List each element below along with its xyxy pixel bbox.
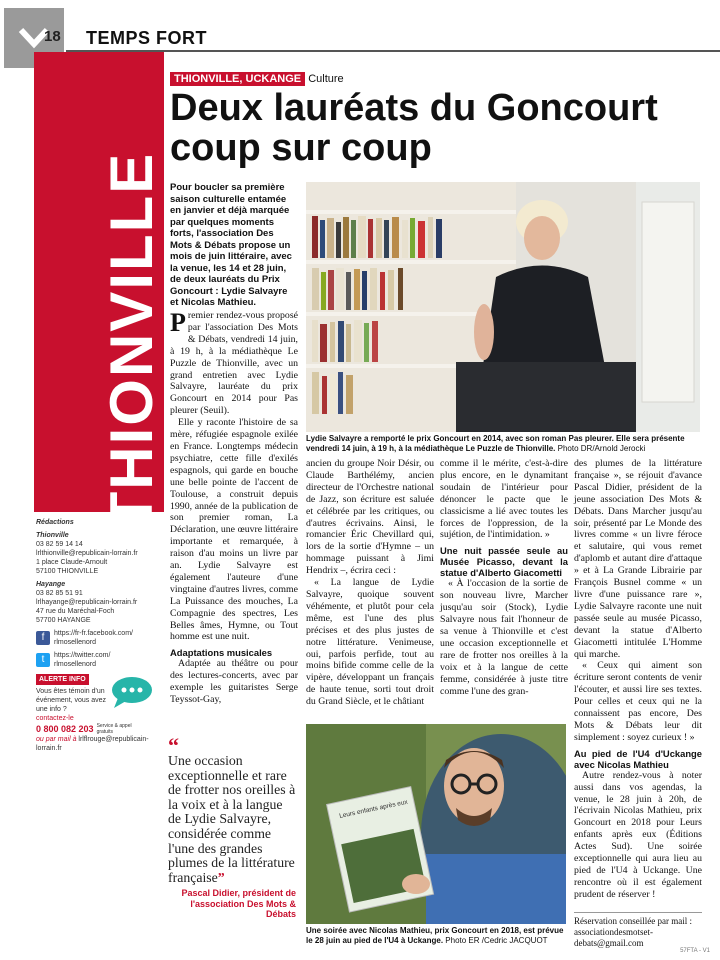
article-column-1 (170, 310, 298, 706)
caption-2-text: Une soirée avec Nicolas Mathieu, prix Goncourt en 2018, est prévue le 28 juin au pied de l'U4 à Uckange. (306, 926, 564, 945)
bookshelf-illustration (306, 182, 700, 432)
thionville-line[interactable]: lrlthionville@republicain-lorrain.fr (36, 550, 138, 557)
chat-bubble-icon (108, 674, 154, 710)
paragraph: des plumes de la littérature française », se réjouit d'avance Pascal Didier, président de la jeune association Des Mots & Débats. Dans Marcher jusqu'au soir, présenté par Le Monde des livres comme « un livre féroce et salutaire, qui vous remet d'aplomb et autant dire d'attaque » et à La Grande Librairie par François Busnel comme « un livre d'une puissance rare », Lydie Salvayre raconte une nuit passée seule au musée Picasso, devant la statue d'Alberto Giacometti intitulée L'Homme qui marche. (574, 458, 702, 660)
kicker (170, 73, 344, 85)
kicker-tag: THIONVILLE, UCKANGE (170, 72, 305, 86)
thionville-label: Thionville (36, 532, 69, 539)
header-rule (66, 50, 720, 52)
quote-attribution: Pascal Didier, président de l'association Des Mots & Débats (181, 888, 296, 920)
article-column-3 (440, 458, 568, 697)
open-quote-icon: “ (168, 733, 179, 758)
hayange-line: 57700 HAYANGE (36, 617, 91, 624)
photo-caption-2 (306, 926, 568, 946)
twitter-handle: rlmosellenord (54, 661, 97, 668)
caption-1-text: Lydie Salvayre a remporté le prix Goncourt en 2014, avec son roman Pas pleurer. Elle sera présente vendredi 14 juin, à 19 h, à la médiathèque Le Puzzle de Thionville. (306, 434, 685, 453)
paragraph: Adaptée au théâtre ou pour des lectures-concerts, avec par exemple les guitaristes Serge Teyssot-Gay, (170, 658, 298, 706)
facebook-url[interactable]: https://fr-fr.facebook.com/ (54, 630, 133, 637)
paragraph: Autre rendez-vous à noter aussi dans vos agendas, la venue, le 28 juin à 20h, de l'écrivain Nicolas Mathieu, prix Goncourt en 2018 pour Leurs enfants après eux (Éditions Actes Sud). Une soirée exceptionnelle qui aura lieu au pied de l'U4 à Uckange. Une rencontre où il est également prudent de réserver ! (574, 769, 702, 900)
facebook-icon: f (36, 631, 50, 645)
contact-block (36, 518, 161, 753)
quote-body: Une occasion exceptionnelle et rare de frotter nos oreilles à la voix et à la langue de Lydie Salvayre, considérée comme l'une des grandes plumes de la littérature française (168, 753, 296, 885)
thionville-line: 1 place Claude-Arnoult (36, 559, 108, 566)
hayange-label: Hayange (36, 581, 66, 588)
close-quote-icon: ” (217, 869, 225, 885)
paragraph: ancien du groupe Noir Désir, ou Claude Barthélémy, ancien directeur de l'Orchestre national de Jazz, son écriture est saluée et célébrée par les critiques, ou d'autres écrivains. Ainsi, le romancier Éric Chevillard qui, lors de la sortie d'Hymne – un hommage puissant à Jimi Hendrix –, écrira ceci : (306, 458, 434, 577)
paragraph: « À l'occasion de la sortie de son nouveau livre, Marcher jusqu'au soir (Stock), Lydie Salvayre nous fait l'honneur de sa venue à Thionville et c'est une occasion exceptionnelle et rare de frotter nos oreilles à la voix et à la langue de cette femme, considérée à juste titre comme l'une des gran- (440, 578, 568, 697)
alert-label: ALERTE INFO (36, 674, 89, 685)
contact-title: Rédactions (36, 519, 74, 526)
reservation-note: Réservation conseillée par mail : associationdesmotset-debats@gmail.com (574, 912, 702, 949)
subheading: Une nuit passée seule au Musée Picasso, devant la statue d'Alberto Giacometti (440, 545, 568, 579)
hayange-line: 47 rue du Maréchal-Foch (36, 608, 115, 615)
paragraph: comme il le mérite, c'est-à-dire plus encore, en le dynamitant soudain de l'intérieur pour dénoncer le pacte que le classicisme a lié avec toutes les forces de l'oppression, de la sujétion, de l'intimidation. » (440, 458, 568, 541)
photo-caption-1 (306, 434, 700, 454)
mail-prefix: ou par mail à (36, 736, 77, 743)
article-column-4 (574, 458, 702, 901)
footer-code: 57FTA - V1 (680, 948, 710, 954)
photo-lydie-salvayre (306, 182, 700, 432)
caption-2-credit: Photo ER /Cedric JACQUOT (445, 936, 548, 945)
section-title: TEMPS FORT (86, 28, 207, 48)
twitter-link[interactable] (36, 651, 161, 669)
photo-nicolas-mathieu (306, 724, 566, 924)
paragraph: « La langue de Lydie Salvayre, quoique souvent véhémente, et plutôt pour cela même, est l'une des plus précises et des plus justes de notre littérature. Venimeuse, oui, parfois perfide, tout au moins bifide comme celle de la vipère, développant un français de haute tenue, sorti tout droit du Grand Siècle, et le châtiant (306, 577, 434, 708)
book-title: Leurs enfants après eux (338, 798, 409, 820)
facebook-handle: rlmosellenord (54, 639, 97, 646)
hayange-line: 03 82 85 51 91 (36, 590, 83, 597)
paragraph: Elle y raconte l'histoire de sa mère, réfugiée espagnole exilée en France. Longtemps médecin psychiatre, cette fille d'exilés espagnols, qui garde en bouche une belle pointe de l'accent de Toulouse, a construit depuis 1990, année de la publication de son premier roman, La Déclaration, une œuvre littéraire importante et remarquée, à raison d'au moins un livre par an. Lydie Salvayre est également l'auteure d'une vingtaine d'autres livres, comme La Puissance des mouches, La Compagnie des spectres, Les Belles âmes, Hymne, ou Tout homme est une nuit. (170, 417, 298, 643)
contact-us: contactez-le (36, 715, 74, 722)
thionville-line: 03 82 59 14 14 (36, 541, 83, 548)
portrait-illustration (306, 724, 566, 924)
twitter-icon: t (36, 653, 50, 667)
paragraph: « Ceux qui aiment son écriture seront contents de venir l'écouter, et aussi lire ses textes. Pour celles et ceux qui ne la connaissent pas encore, Des Mots & Débats leur dit simplement : soyez curieux ! » (574, 660, 702, 743)
subheading: Au pied de l'U4 d'Uckange avec Nicolas Mathieu (574, 747, 702, 770)
page-number: 18 (44, 28, 61, 45)
paragraph: remier rendez-vous proposé par l'association Des Mots & Débats, vendredi 14 juin, à 19 h, à la médiathèque Le Puzzle de Thionville, avec un grand entretien avec Lydie Salvayre, lauréate du prix Goncourt en 2014 pour Pas pleurer (Seuil). (170, 310, 298, 417)
phone-number[interactable]: 0 800 082 203 (36, 723, 94, 734)
article-column-2 (306, 458, 434, 708)
lead-paragraph: Pour boucler sa première saison culturelle entamée en janvier et déjà marquée par quelques moments forts, l'association Des Mots & Débats propose un mois de juin littéraire, avec la venue, les 14 et 28 juin, de deux lauréats du Prix Goncourt : Lydie Salvayre et Nicolas Mathieu. (170, 182, 292, 308)
kicker-category: Culture (308, 73, 344, 85)
drop-cap: P (170, 308, 186, 337)
subheading: Adaptations musicales (170, 647, 273, 659)
caption-1-credit: Photo DR/Arnold Jerocki (557, 444, 646, 453)
alert-text: Vous êtes témoin d'un événement, vous avez une info ? (36, 688, 107, 713)
mail-link[interactable]: lrlflrouge@republicain-lorrain.fr (36, 736, 149, 752)
pull-quote (168, 733, 296, 920)
headline: Deux lauréats du Goncourt coup sur coup (170, 87, 658, 169)
thionville-line: 57100 THIONVILLE (36, 568, 99, 575)
facebook-link[interactable] (36, 629, 161, 647)
twitter-url[interactable]: https://twitter.com/ (54, 652, 111, 659)
quote-text (168, 754, 296, 885)
city-name: THIONVILLE (98, 151, 165, 529)
phone-note: Service & appel gratuits (96, 723, 132, 735)
hayange-line[interactable]: lrlhayange@republicain-lorrain.fr (36, 599, 138, 606)
